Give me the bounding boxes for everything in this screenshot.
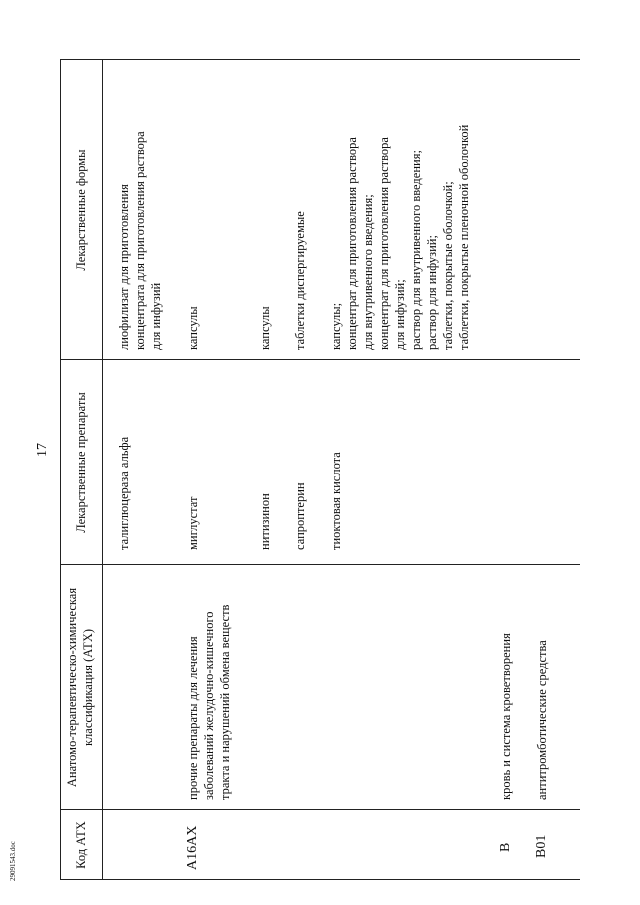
classification-line: тракта и нарушений обмена веществ <box>218 604 232 800</box>
table-border-top <box>60 60 61 880</box>
drug-thioctic-acid: тиоктовая кислота <box>329 452 343 550</box>
forms-nitisinone <box>257 306 273 350</box>
drug-nitisinone: нитизинон <box>258 493 272 550</box>
forms-miglustat <box>185 306 201 350</box>
table-border-left <box>60 879 580 880</box>
drug-taliglucerase: талиглюцераза альфа <box>117 436 131 550</box>
header-drugs: Лекарственные препараты <box>74 392 88 533</box>
forms-thioctic-acid <box>328 125 472 350</box>
page-number: 17 <box>35 443 50 457</box>
classification-b01: антитромботические средства <box>535 640 549 800</box>
form-line: для внутривенного введения; <box>361 194 375 350</box>
classification-a16ax <box>185 605 233 800</box>
classification-line: заболеваний желудочно-кишечного <box>202 611 216 800</box>
footer-filename: 29091543.doc <box>9 841 17 881</box>
form-line: для инфузий; <box>393 279 407 350</box>
form-line: для инфузий <box>149 282 163 350</box>
column-divider-2 <box>60 564 580 565</box>
form-line: раствор для внутривенного введения; <box>409 150 423 350</box>
classification-b: кровь и система кроветворения <box>499 633 513 800</box>
form-line: концентрат для приготовления раствора <box>377 137 391 350</box>
drug-miglustat: миглустат <box>186 496 200 550</box>
form-line: капсулы <box>258 306 272 350</box>
form-line: лиофилизат для приготовления <box>117 184 131 350</box>
form-line: капсулы; <box>329 302 343 350</box>
form-line: таблетки, покрытые оболочкой; <box>441 181 455 350</box>
drug-table <box>60 30 580 880</box>
forms-taliglucerase <box>116 131 164 350</box>
form-line: таблетки, покрытые пленочной оболочкой <box>457 124 471 350</box>
column-divider-3 <box>60 359 580 360</box>
forms-sapropterin <box>292 211 308 350</box>
header-code: Код АТХ <box>74 821 88 869</box>
code-b01: B01 <box>534 834 549 858</box>
header-forms: Лекарственные формы <box>74 149 88 271</box>
form-line: концентрат для приготовления раствора <box>345 137 359 350</box>
classification-line: прочие препараты для лечения <box>186 636 200 800</box>
code-b: B <box>498 842 513 852</box>
form-line: раствор для инфузий; <box>425 235 439 350</box>
header-classification: Анатомо-терапевтическо-химическая классификация (АТХ) <box>65 587 95 788</box>
form-line: таблетки диспергируемые <box>293 211 307 350</box>
header-divider <box>102 60 103 880</box>
form-line: концентрата для приготовления раствора <box>133 131 147 350</box>
code-a16ax: A16AX <box>185 825 200 870</box>
form-line: капсулы <box>186 306 200 350</box>
drug-sapropterin: сапроптерин <box>293 482 307 550</box>
column-divider-1 <box>60 809 580 810</box>
column-divider-right <box>60 59 580 60</box>
